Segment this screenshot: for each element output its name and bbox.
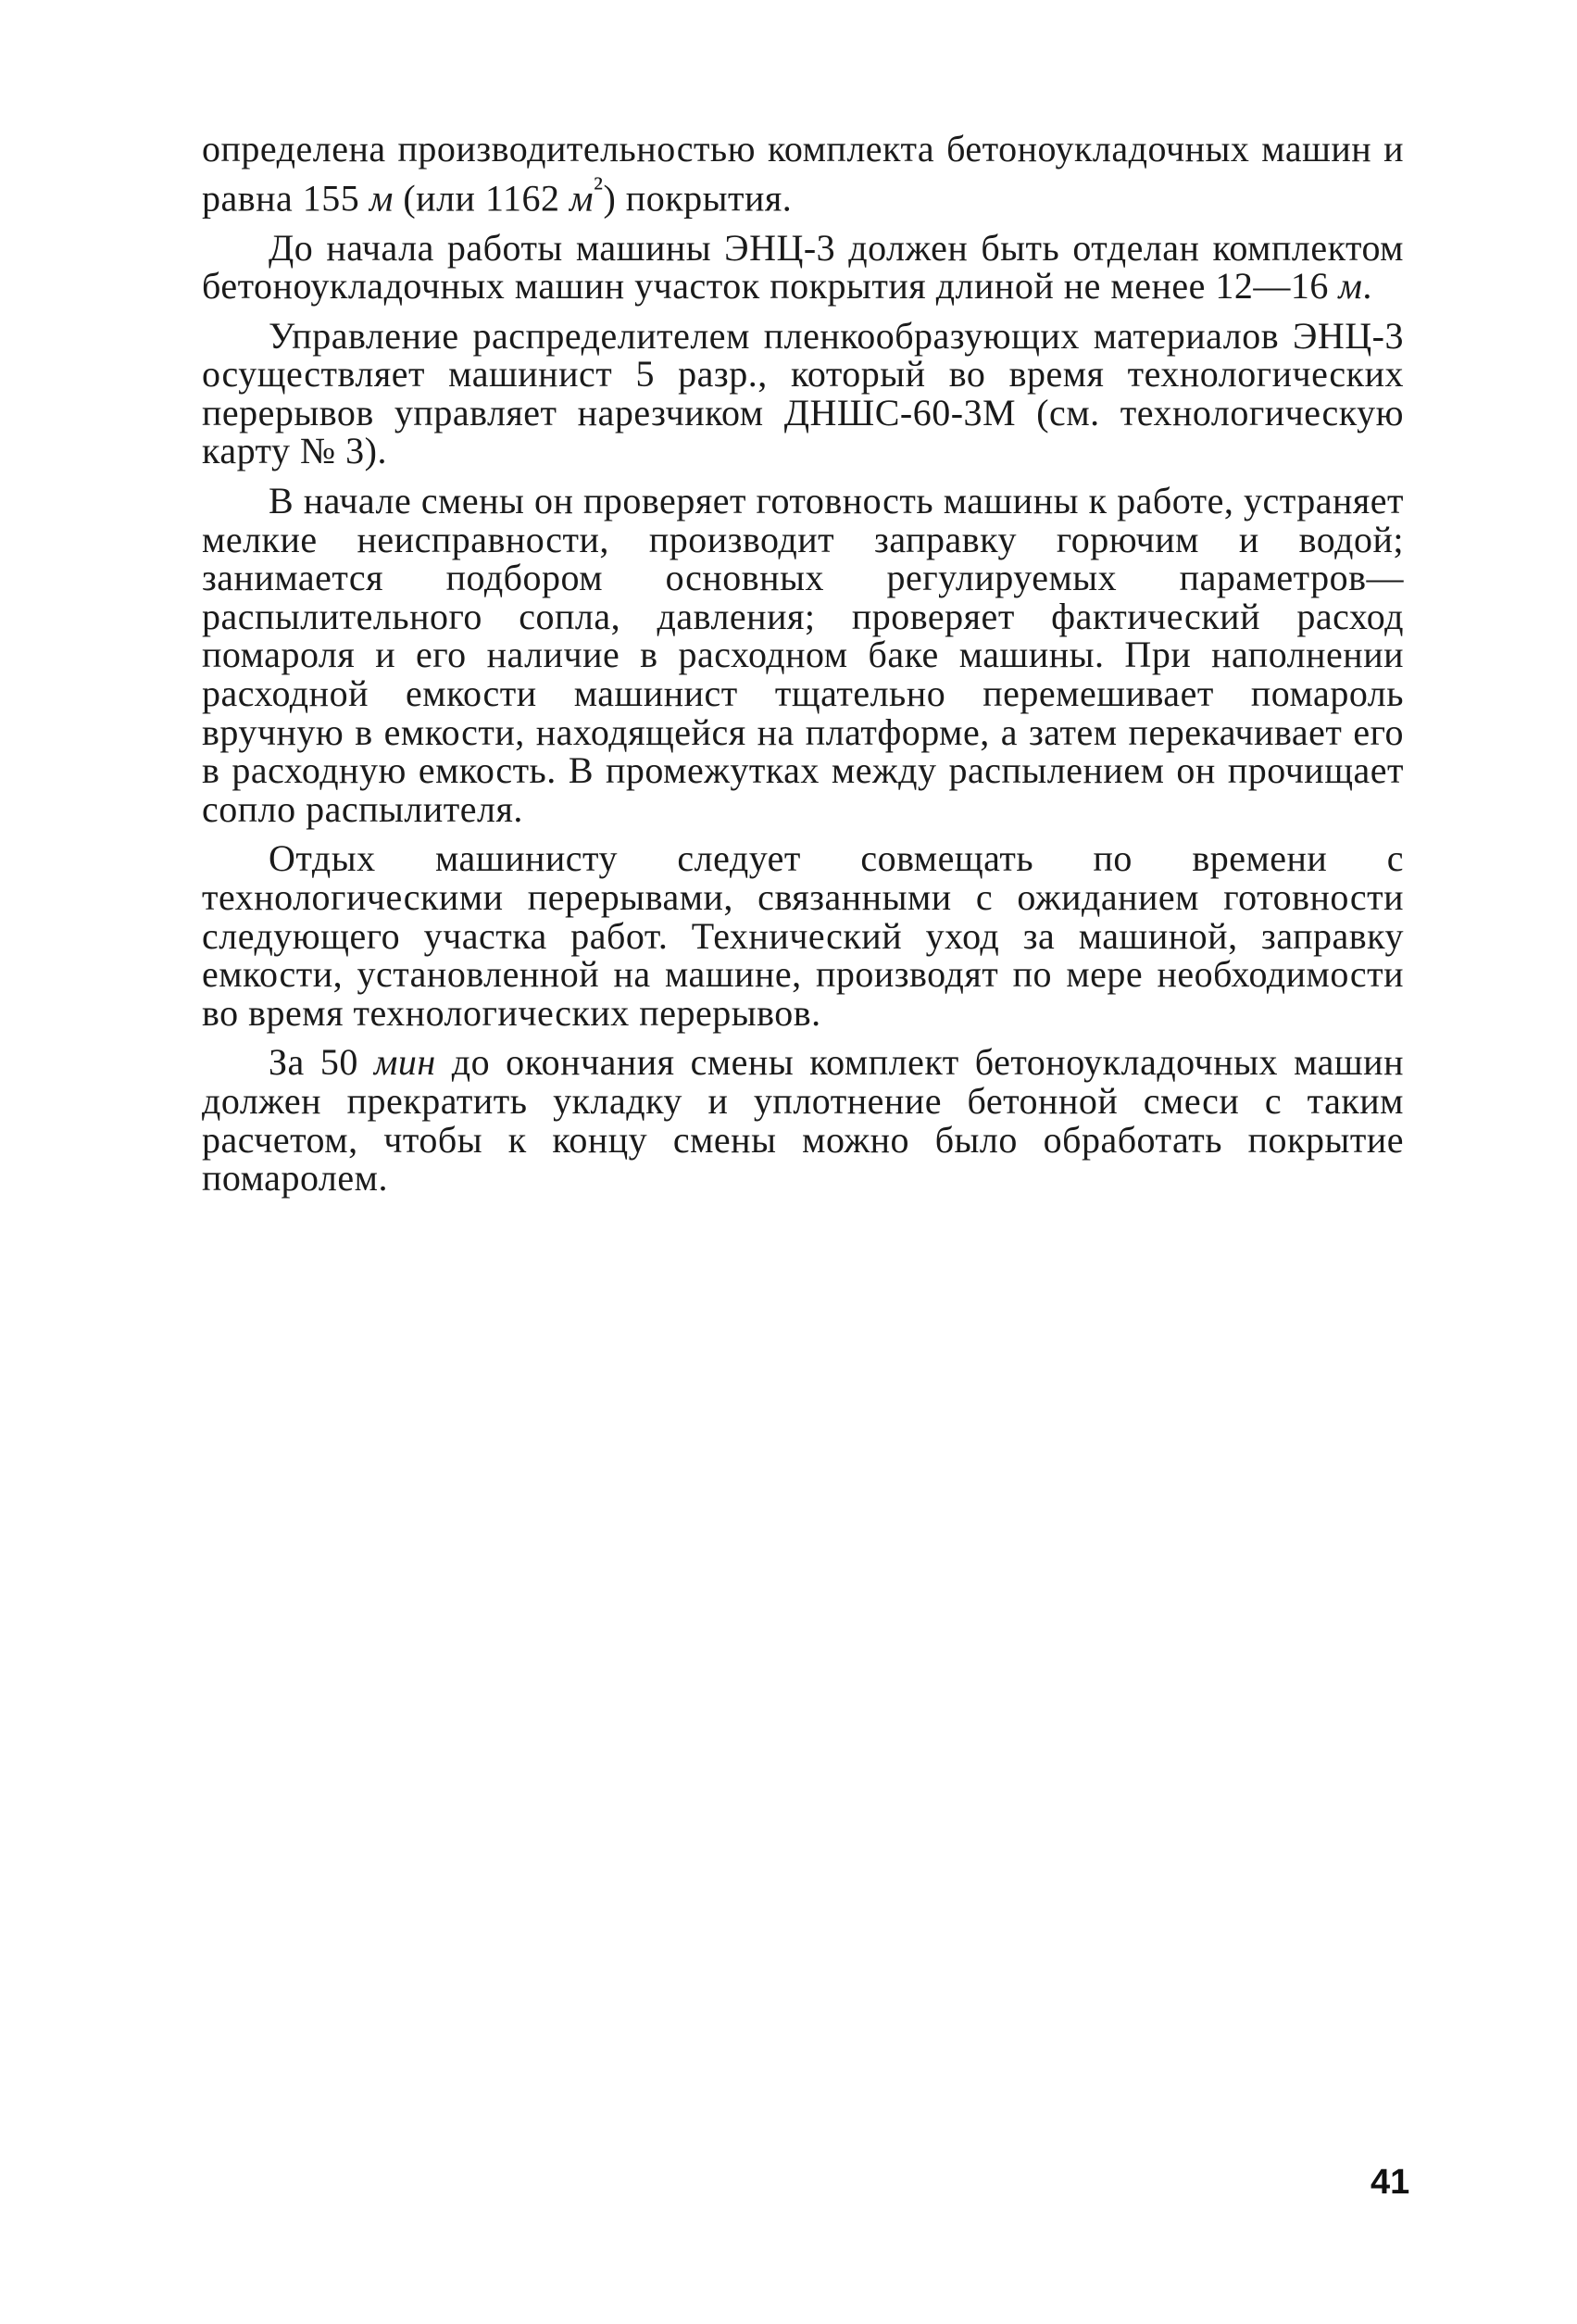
paragraph-6-text-2: до окончания смены комплект бетоноукладочных машин должен прекратить укладку и уплотнение бетонной смеси с таким расчетом, чтобы к концу смены можно было обработать покрытие помаролем.: [202, 1041, 1404, 1200]
paragraph-2-text: До начала работы машины ЭНЦ-3 должен быть отделан комплектом бетоноукладочных машин участок покрытия длиной не менее 12—16: [202, 226, 1404, 308]
unit-meter: м: [369, 176, 394, 219]
unit-minutes: мин: [373, 1041, 436, 1084]
paragraph-2: [202, 226, 1404, 308]
paragraph-1-text-3: ) покрытия.: [603, 176, 793, 219]
paragraph-5: Отдых машинисту следует совмещать по времени с технологическими перерывами, связанными с ожиданием готовности следующего участка работ. Технический уход за машиной, заправку емкости, установленной на машине, производят по мере необходимости во время технологических перерывов.: [202, 837, 1404, 1034]
paragraph-2-end: .: [1362, 265, 1372, 308]
body-text: [202, 130, 1404, 1198]
paragraph-1-text: определена производительностью комплекта бетоноукладочных машин и равна 155: [202, 128, 1404, 219]
paragraph-1-text-2: (или 1162: [393, 176, 569, 219]
paragraph-1: [202, 130, 1404, 218]
page-number: 41: [1370, 2163, 1410, 2202]
paragraph-3: Управление распределителем пленкообразующих материалов ЭНЦ-3 осуществляет машинист 5 разр., который во время технологических перерывов управляет нарезчиком ДНШС-60-3М (см. технологическую карту № 3).: [202, 314, 1404, 472]
unit-meter-2: м: [1338, 265, 1363, 308]
superscript-2: ²: [593, 170, 604, 205]
paragraph-6: [202, 1041, 1404, 1200]
paragraph-4: В начале смены он проверяет готовность машины к работе, устраняет мелкие неисправности, производит заправку горючим и водой; занимается подбором основных регулируемых параметров—распылительного сопла, давления; проверяет фактический расход помароля и его наличие в расходном баке машины. При наполнении расходной емкости машинист тщательно перемешивает помароль вручную в емкости, находящейся на платформе, а затем перекачивает его в расходную емкость. В промежутках между распылением он прочищает сопло распылителя.: [202, 480, 1404, 830]
unit-square-meter: м: [569, 176, 594, 219]
paragraph-6-text: За 50: [269, 1041, 374, 1084]
